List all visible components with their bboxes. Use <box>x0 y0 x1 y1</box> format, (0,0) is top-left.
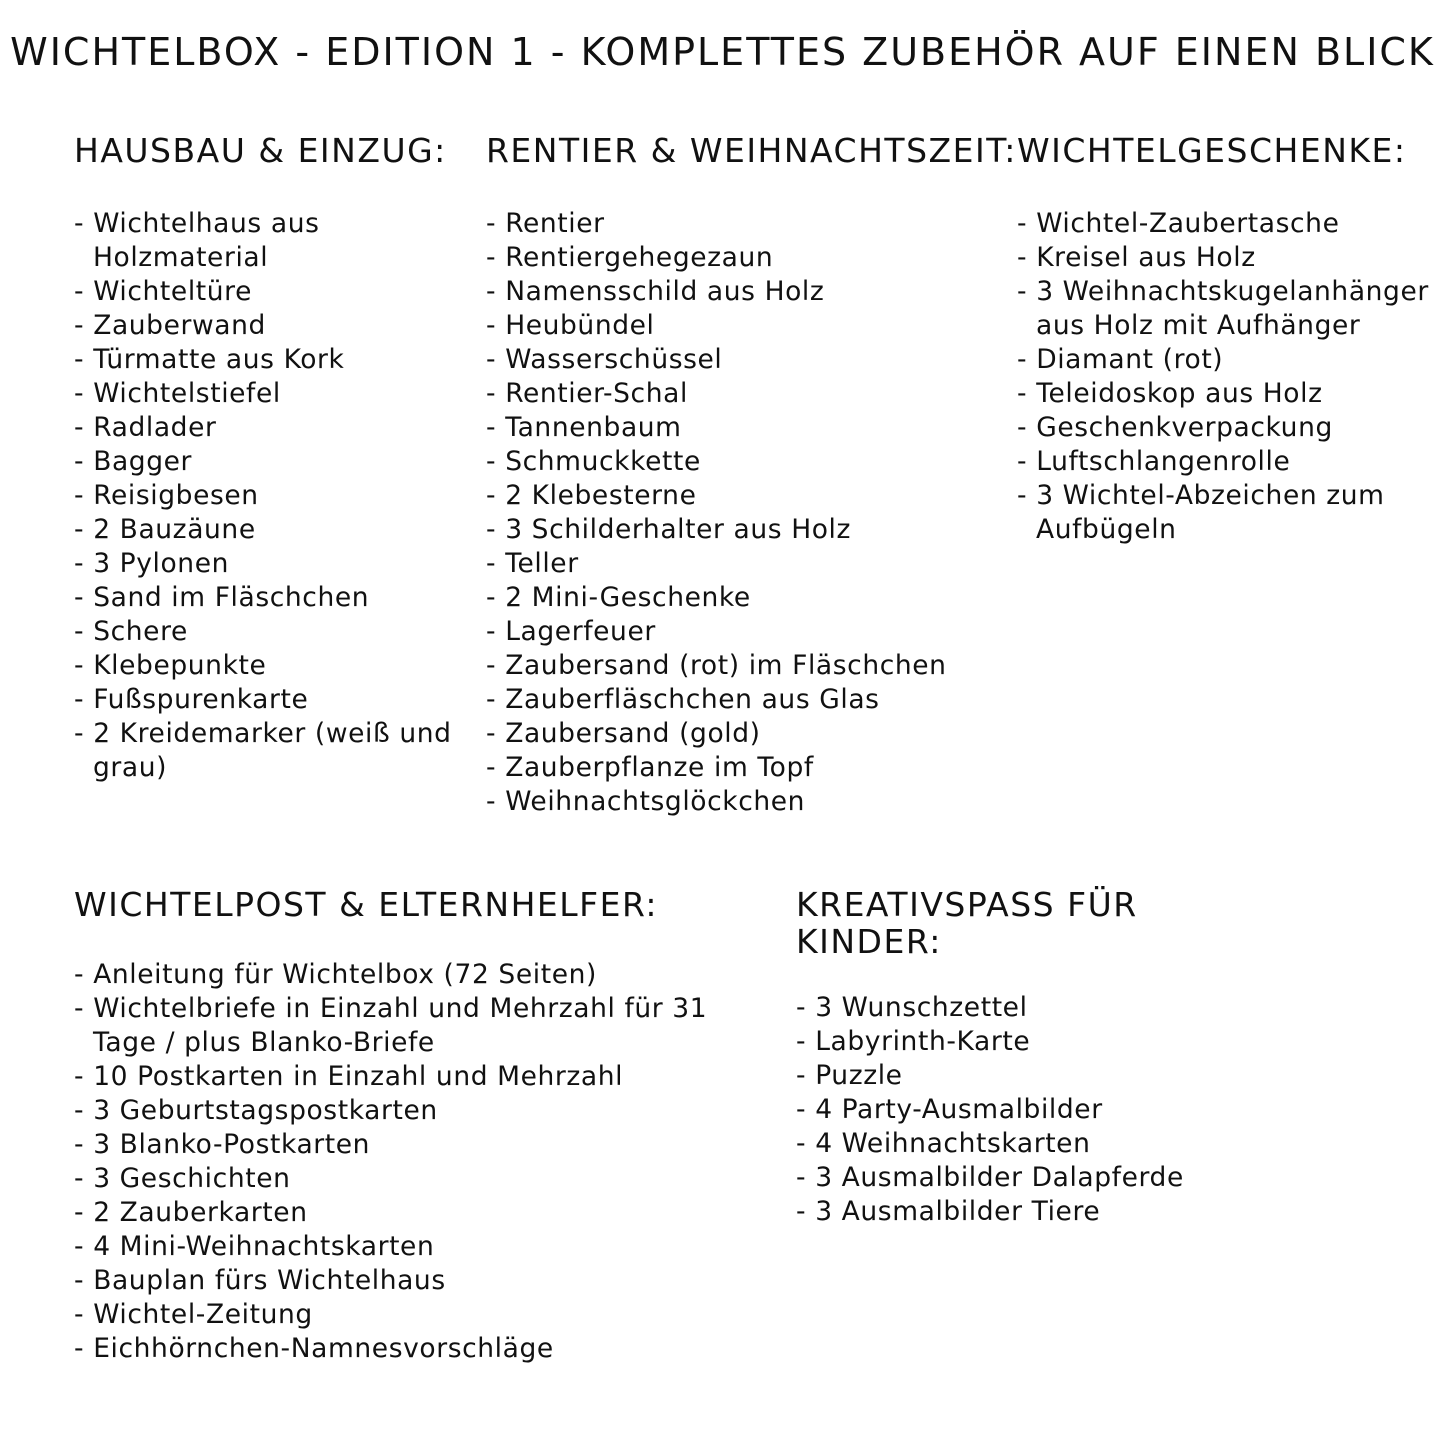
list-item: - Diamant (rot) <box>1017 343 1437 377</box>
list-item: - Teleidoskop aus Holz <box>1017 377 1437 411</box>
list-item: - 3 Geburtstagspostkarten <box>74 1094 774 1128</box>
list-item: - Rentier-Schal <box>486 377 1006 411</box>
list-item: - Weihnachtsglöckchen <box>486 785 1006 819</box>
list-item: - Wichtel-Zaubertasche <box>1017 207 1437 241</box>
section-rentier <box>486 131 1017 819</box>
list-item: - Geschenkverpackung <box>1017 411 1437 445</box>
section-post <box>74 886 774 1366</box>
list-item: - 4 Party-Ausmalbilder <box>796 1093 1216 1127</box>
list-item: - Reisigbesen <box>74 479 474 513</box>
list-item: - Wasserschüssel <box>486 343 1006 377</box>
list-item: - Zauberfläschchen aus Glas <box>486 683 1006 717</box>
list-item: - Kreisel aus Holz <box>1017 241 1437 275</box>
list-item: - Zaubersand (gold) <box>486 717 1006 751</box>
list-item: - Türmatte aus Kork <box>74 343 474 377</box>
section-heading-post: WICHTELPOST & ELTERNHELFER: <box>74 885 659 924</box>
list-item: - Wichtelhaus aus Holzmaterial <box>74 207 474 275</box>
list-item: - Bagger <box>74 445 474 479</box>
list-item: - Heubündel <box>486 309 1006 343</box>
list-item: - 2 Klebesterne <box>486 479 1006 513</box>
section-heading-kreativ: KREATIVSPASS FÜR KINDER: <box>796 885 1138 961</box>
list-item: - Rentiergehegezaun <box>486 241 1006 275</box>
list-item: - Bauplan fürs Wichtelhaus <box>74 1264 774 1298</box>
list-item: - Namensschild aus Holz <box>486 275 1006 309</box>
list-item: - Schere <box>74 615 474 649</box>
list-hausbau <box>74 207 474 785</box>
list-item: - 3 Geschichten <box>74 1162 774 1196</box>
list-item: - 2 Bauzäune <box>74 513 474 547</box>
list-item: - 3 Wunschzettel <box>796 991 1216 1025</box>
list-item: - 2 Kreidemarker (weiß und grau) <box>74 717 474 785</box>
list-item: - Zaubersand (rot) im Fläschchen <box>486 649 1006 683</box>
list-item: - Wichtel-Zeitung <box>74 1298 774 1332</box>
list-item: - Zauberpflanze im Topf <box>486 751 1006 785</box>
list-item: - 4 Weihnachtskarten <box>796 1127 1216 1161</box>
list-rentier <box>486 207 1006 819</box>
list-geschenke <box>1017 207 1437 547</box>
list-item: - Luftschlangenrolle <box>1017 445 1437 479</box>
list-item: - 3 Pylonen <box>74 547 474 581</box>
list-item: - Tannenbaum <box>486 411 1006 445</box>
list-item: - Klebepunkte <box>74 649 474 683</box>
section-heading-rentier: RENTIER & WEIHNACHTSZEIT: <box>486 131 1017 170</box>
list-item: - 3 Ausmalbilder Tiere <box>796 1195 1216 1229</box>
list-item: - 4 Mini-Weihnachtskarten <box>74 1230 774 1264</box>
list-item: - 2 Zauberkarten <box>74 1196 774 1230</box>
list-kreativ <box>796 991 1216 1229</box>
list-item: - Rentier <box>486 207 1006 241</box>
list-item: - Sand im Fläschchen <box>74 581 474 615</box>
list-item: - 3 Blanko-Postkarten <box>74 1128 774 1162</box>
list-item: - Labyrinth-Karte <box>796 1025 1216 1059</box>
list-item: - Schmuckkette <box>486 445 1006 479</box>
list-item: - Fußspurenkarte <box>74 683 474 717</box>
list-item: - 3 Ausmalbilder Dalapferde <box>796 1161 1216 1195</box>
list-item: - Puzzle <box>796 1059 1216 1093</box>
section-hausbau <box>74 132 474 785</box>
list-item: - Wichtelbriefe in Einzahl und Mehrzahl für 31 Tage / plus Blanko-Briefe <box>74 992 774 1060</box>
list-item: - Wichteltüre <box>74 275 474 309</box>
list-item: - Teller <box>486 547 1006 581</box>
list-item: - 3 Weihnachtskugelanhänger aus Holz mit Aufhänger <box>1017 275 1437 343</box>
list-item: - 10 Postkarten in Einzahl und Mehrzahl <box>74 1060 774 1094</box>
page-title: WICHTELBOX - EDITION 1 - KOMPLETTES ZUBEHÖR AUF EINEN BLICK <box>10 30 1435 74</box>
section-kreativ <box>796 886 1216 1229</box>
list-item: - Wichtelstiefel <box>74 377 474 411</box>
list-item: - Radlader <box>74 411 474 445</box>
list-post <box>74 958 774 1366</box>
list-item: - 2 Mini-Geschenke <box>486 581 1006 615</box>
list-item: - Zauberwand <box>74 309 474 343</box>
list-item: - 3 Schilderhalter aus Holz <box>486 513 1006 547</box>
list-item: - Anleitung für Wichtelbox (72 Seiten) <box>74 958 774 992</box>
list-item: - Lagerfeuer <box>486 615 1006 649</box>
section-geschenke <box>1017 132 1437 547</box>
list-item: - Eichhörnchen-Namnesvorschläge <box>74 1332 774 1366</box>
section-heading-hausbau: HAUSBAU & EINZUG: <box>74 131 447 170</box>
section-heading-geschenke: WICHTELGESCHENKE: <box>1017 131 1407 170</box>
list-item: - 3 Wichtel-Abzeichen zum Aufbügeln <box>1017 479 1437 547</box>
